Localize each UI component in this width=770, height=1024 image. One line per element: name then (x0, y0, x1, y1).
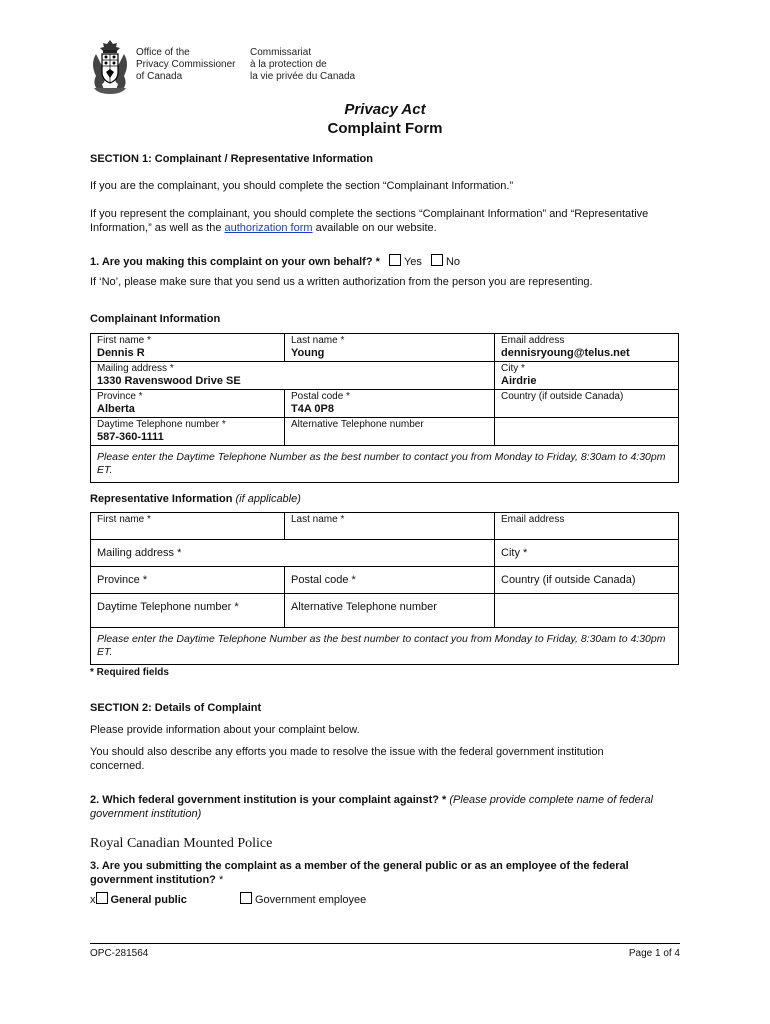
general-public-label: General public (110, 894, 187, 906)
phone-value: 587-360-1111 (97, 431, 164, 443)
header-french (250, 47, 355, 83)
footer-code: OPC-281564 (90, 948, 149, 959)
last-name-value: Young (291, 347, 325, 359)
question-1 (90, 254, 460, 268)
section1-para2-text: Information,” as well as the (90, 222, 222, 234)
city-label: City * (501, 363, 525, 374)
complainant-postal-cell[interactable] (285, 390, 495, 418)
rep-postal-label: Postal code * (291, 574, 356, 586)
section2-heading: SECTION 2: Details of Complaint (90, 702, 262, 714)
question-1-note: If ‘No’, please make sure that you send us a written authorization from the person you are representing. (90, 276, 593, 288)
mailing-label: Mailing address * (97, 363, 174, 374)
yes-checkbox[interactable] (389, 254, 401, 266)
question-3-text: 3. Are you submitting the complaint as a member of the general public or as an employee of the federal government institution? (90, 860, 629, 886)
email-value: dennisryoung@telus.net (501, 347, 630, 359)
government-employee-option[interactable] (238, 892, 366, 906)
last-name-label: Last name * (291, 335, 345, 346)
section1-para2-line2 (90, 221, 690, 235)
province-value: Alberta (97, 403, 135, 415)
complainant-last-name-cell[interactable] (285, 334, 495, 362)
country-label: Country (if outside Canada) (501, 391, 624, 402)
first-name-label: First name * (97, 335, 151, 346)
rep-mailing-label: Mailing address * (97, 547, 182, 559)
question-1-text: 1. Are you making this complaint on your own behalf? * (90, 256, 380, 268)
question-2 (90, 793, 690, 821)
no-label: No (445, 256, 461, 268)
header-en-line-1: Office of the (136, 47, 190, 58)
complainant-email-cell[interactable] (495, 334, 679, 362)
rep-last-name-label: Last name * (291, 514, 345, 525)
coat-of-arms-logo (88, 38, 132, 96)
complainant-note: Please enter the Daytime Telephone Number as the best number to contact you from Monday to Friday, 8:30am to 4:30pm ET. (91, 446, 679, 483)
rep-last-name-cell[interactable] (285, 513, 495, 540)
section1-para2-tail: available on our website. (315, 222, 437, 234)
complainant-first-name-cell[interactable] (91, 334, 285, 362)
mailing-value: 1330 Ravenswood Drive SE (97, 375, 241, 387)
rep-empty-cell (495, 594, 679, 628)
government-employee-label: Government employee (255, 894, 367, 906)
rep-alt-phone-label: Alternative Telephone number (291, 601, 437, 613)
title-act: Privacy Act (344, 101, 426, 118)
complainant-city-cell[interactable] (495, 362, 679, 390)
question-3 (90, 859, 690, 887)
rep-province-label: Province * (97, 574, 148, 586)
institution-answer[interactable]: Royal Canadian Mounted Police (90, 836, 273, 851)
rep-country-cell[interactable] (495, 567, 679, 594)
rep-first-name-label: First name * (97, 514, 151, 525)
footer-page-number: Page 1 of 4 (628, 948, 680, 959)
rep-mailing-cell[interactable] (91, 540, 495, 567)
question-2-note: (Please provide complete name of federal government institution) (90, 794, 654, 820)
representative-note: Please enter the Daytime Telephone Number as the best number to contact you from Monday to Friday, 8:30am to 4:30pm ET. (91, 628, 679, 665)
general-public-option[interactable] (90, 892, 187, 906)
general-public-checkbox[interactable] (96, 892, 108, 904)
rep-alt-phone-cell[interactable] (285, 594, 495, 628)
rep-phone-label: Daytime Telephone number * (97, 601, 239, 613)
authorization-form-link[interactable]: authorization form (224, 222, 313, 234)
complainant-country-cell[interactable] (495, 390, 679, 418)
required-fields-note: * Required fields (90, 667, 169, 678)
title-form: Complaint Form (327, 120, 443, 137)
header-fr-line-2: à la protection de (250, 59, 327, 70)
question-2-text: 2. Which federal government institution is your complaint against? * (90, 794, 447, 806)
complainant-phone-cell[interactable] (91, 418, 285, 446)
section1-para1: If you are the complainant, you should complete the section “Complainant Information.” (90, 180, 514, 192)
representative-heading (90, 493, 301, 505)
section2-para2: You should also describe any efforts you made to resolve the issue with the federal government institution concerned. (90, 746, 604, 772)
rep-postal-cell[interactable] (285, 567, 495, 594)
phone-label: Daytime Telephone number * (97, 419, 226, 430)
rep-first-name-cell[interactable] (91, 513, 285, 540)
alt-phone-label: Alternative Telephone number (291, 419, 424, 430)
complainant-alt-phone-cell[interactable] (285, 418, 495, 446)
general-public-mark: x (90, 894, 96, 906)
postal-value: T4A 0P8 (291, 403, 335, 415)
complainant-heading: Complainant Information (90, 313, 221, 325)
section1-para2-line1: If you represent the complainant, you should complete the sections “Complainant Information” and “Representative (90, 208, 649, 220)
header-en-line-2: Privacy Commissioner (136, 59, 236, 70)
complainant-empty-cell (495, 418, 679, 446)
header-fr-line-3: la vie privée du Canada (250, 71, 356, 82)
complainant-table (90, 333, 679, 483)
header-english (136, 47, 235, 83)
yes-label: Yes (403, 256, 422, 268)
first-name-value: Dennis R (97, 347, 145, 359)
rep-city-cell[interactable] (495, 540, 679, 567)
question-3-star: * (218, 874, 224, 886)
footer-rule (90, 943, 680, 944)
representative-table (90, 512, 679, 665)
header-fr-line-1: Commissariat (250, 47, 312, 58)
rep-phone-cell[interactable] (91, 594, 285, 628)
government-employee-checkbox[interactable] (240, 892, 252, 904)
rep-province-cell[interactable] (91, 567, 285, 594)
postal-label: Postal code * (291, 391, 350, 402)
email-label: Email address (501, 335, 565, 346)
rep-country-label: Country (if outside Canada) (501, 574, 636, 586)
section2-para1: Please provide information about your complaint below. (90, 724, 360, 736)
representative-heading-text: Representative Information (90, 493, 233, 505)
rep-email-label: Email address (501, 514, 565, 525)
rep-city-label: City * (501, 547, 528, 559)
section1-para2 (90, 207, 690, 235)
city-value: Airdrie (501, 375, 537, 387)
representative-heading-note: (if applicable) (235, 493, 301, 505)
province-label: Province * (97, 391, 143, 402)
section1-heading: SECTION 1: Complainant / Representative Information (90, 153, 373, 165)
no-checkbox[interactable] (431, 254, 443, 266)
header-en-line-3: of Canada (136, 71, 183, 82)
complainant-province-cell[interactable] (91, 390, 285, 418)
rep-email-cell[interactable] (495, 513, 679, 540)
complainant-mailing-cell[interactable] (91, 362, 495, 390)
